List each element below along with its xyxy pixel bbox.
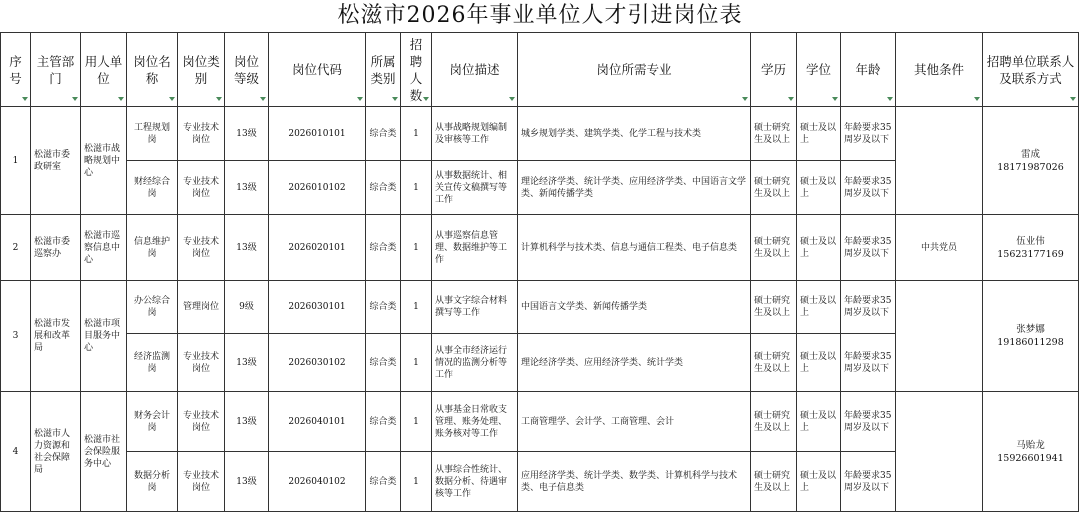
count-cell: 1 [401,107,432,161]
dept-cell: 松滋市发展和改革局 [31,281,81,392]
edu-cell: 硕士研究生及以上 [751,107,797,161]
count-cell: 1 [401,215,432,281]
degree-cell: 硕士及以上 [797,452,841,512]
seq-cell: 4 [1,392,31,512]
unit-cell: 松滋市战略规划中心 [81,107,127,215]
category-cell: 专业技术岗位 [178,452,225,512]
contact-phone: 15623177169 [997,248,1064,260]
seq-cell: 1 [1,107,31,215]
age-cell: 年龄要求35周岁及以下 [841,392,896,452]
major-cell: 计算机科学与技术类、信息与通信工程类、电子信息类 [518,215,751,281]
major-cell: 应用经济学类、统计学类、数学类、计算机科学与技术类、电子信息类 [518,452,751,512]
positions-table [0,32,1079,512]
filter-dropdown-icon[interactable] [392,97,398,101]
unit-cell: 松滋市项目服务中心 [81,281,127,392]
filter-dropdown-icon[interactable] [887,97,893,101]
filter-dropdown-icon[interactable] [169,97,175,101]
col-header-contact[interactable]: 招聘单位联系人及联系方式 [983,33,1079,107]
col-header-count[interactable]: 招聘人数 [401,33,432,107]
col-header-edu[interactable]: 学历 [751,33,797,107]
filter-dropdown-icon[interactable] [216,97,222,101]
filter-dropdown-icon[interactable] [118,97,124,101]
post-cell: 经济监测岗 [127,334,178,392]
desc-cell: 从事综合性统计、数据分析、待遇审核等工作 [432,452,518,512]
dept-cell: 松滋市委政研室 [31,107,81,215]
dept-cell: 松滋市委巡察办 [31,215,81,281]
other-cell [896,281,983,392]
unit-cell: 松滋市巡察信息中心 [81,215,127,281]
age-cell: 年龄要求35周岁及以下 [841,334,896,392]
level-cell: 13级 [225,161,269,215]
col-header-post[interactable]: 岗位名称 [127,33,178,107]
major-cell: 工商管理学、会计学、工商管理、会计 [518,392,751,452]
col-header-seq[interactable]: 序号 [1,33,31,107]
code-cell: 2026030101 [269,281,366,334]
category-cell: 专业技术岗位 [178,161,225,215]
col-header-category[interactable]: 岗位类别 [178,33,225,107]
edu-cell: 硕士研究生及以上 [751,392,797,452]
filter-dropdown-icon[interactable] [742,97,748,101]
contact-name: 马贻龙 [1016,439,1045,451]
level-cell: 13级 [225,452,269,512]
degree-cell: 硕士及以上 [797,392,841,452]
filter-dropdown-icon[interactable] [974,97,980,101]
desc-cell: 从事巡察信息管理、数据维护等工作 [432,215,518,281]
category-cell: 专业技术岗位 [178,334,225,392]
belong-cell: 综合类 [366,281,401,334]
category-cell: 专业技术岗位 [178,215,225,281]
other-cell: 中共党员 [896,215,983,281]
filter-dropdown-icon[interactable] [509,97,515,101]
edu-cell: 硕士研究生及以上 [751,281,797,334]
category-cell: 管理岗位 [178,281,225,334]
count-cell: 1 [401,334,432,392]
code-cell: 2026010102 [269,161,366,215]
major-cell: 中国语言文学类、新闻传播学类 [518,281,751,334]
contact-cell [983,392,1079,512]
level-cell: 13级 [225,215,269,281]
filter-dropdown-icon[interactable] [260,97,266,101]
age-cell: 年龄要求35周岁及以下 [841,452,896,512]
seq-cell: 3 [1,281,31,392]
seq-cell: 2 [1,215,31,281]
post-cell: 工程规划岗 [127,107,178,161]
post-cell: 办公综合岗 [127,281,178,334]
degree-cell: 硕士及以上 [797,281,841,334]
filter-dropdown-icon[interactable] [357,97,363,101]
count-cell: 1 [401,161,432,215]
major-cell: 理论经济学类、统计学类、应用经济学类、中国语言文学类、新闻传播学类 [518,161,751,215]
edu-cell: 硕士研究生及以上 [751,161,797,215]
contact-cell [983,281,1079,392]
post-cell: 信息维护岗 [127,215,178,281]
filter-dropdown-icon[interactable] [72,97,78,101]
contact-phone: 15926601941 [997,452,1064,464]
age-cell: 年龄要求35周岁及以下 [841,215,896,281]
belong-cell: 综合类 [366,215,401,281]
belong-cell: 综合类 [366,107,401,161]
edu-cell: 硕士研究生及以上 [751,334,797,392]
code-cell: 2026040102 [269,452,366,512]
col-header-major[interactable]: 岗位所需专业 [518,33,751,107]
level-cell: 13级 [225,334,269,392]
col-header-desc[interactable]: 岗位描述 [432,33,518,107]
other-cell [896,392,983,512]
code-cell: 2026030102 [269,334,366,392]
level-cell: 9级 [225,281,269,334]
major-cell: 理论经济学类、应用经济学类、统计学类 [518,334,751,392]
category-cell: 专业技术岗位 [178,392,225,452]
count-cell: 1 [401,392,432,452]
desc-cell: 从事数据统计、相关宣传文稿撰写等工作 [432,161,518,215]
contact-cell [983,215,1079,281]
table-row [1,281,1079,334]
col-header-age[interactable]: 年龄 [841,33,896,107]
other-cell [896,107,983,215]
table-row [1,215,1079,281]
col-header-code[interactable]: 岗位代码 [269,33,366,107]
contact-phone: 19186011298 [997,337,1064,348]
code-cell: 2026010101 [269,107,366,161]
edu-cell: 硕士研究生及以上 [751,215,797,281]
major-cell: 城乡规划学类、建筑学类、化学工程与技术类 [518,107,751,161]
contact-phone: 18171987026 [997,161,1064,173]
desc-cell: 从事文字综合材料撰写等工作 [432,281,518,334]
degree-cell: 硕士及以上 [797,334,841,392]
belong-cell: 综合类 [366,452,401,512]
contact-name: 雷成 [1020,148,1040,160]
count-cell: 1 [401,281,432,334]
belong-cell: 综合类 [366,392,401,452]
level-cell: 13级 [225,392,269,452]
page-title: 松滋市2026年事业单位人才引进岗位表 [337,3,743,28]
contact-cell [983,107,1079,215]
degree-cell: 硕士及以上 [797,215,841,281]
filter-dropdown-icon[interactable] [788,97,794,101]
col-header-level[interactable]: 岗位等级 [225,33,269,107]
code-cell: 2026040101 [269,392,366,452]
age-cell: 年龄要求35周岁及以下 [841,281,896,334]
col-header-unit[interactable]: 用人单位 [81,33,127,107]
contact-name: 伍业伟 [1016,235,1045,247]
table-row [1,392,1079,452]
col-header-degree[interactable]: 学位 [797,33,841,107]
degree-cell: 硕士及以上 [797,107,841,161]
dept-cell: 松滋市人力资源和社会保障局 [31,392,81,512]
edu-cell: 硕士研究生及以上 [751,452,797,512]
filter-dropdown-icon[interactable] [1070,97,1076,101]
degree-cell: 硕士及以上 [797,161,841,215]
filter-dropdown-icon[interactable] [22,97,28,101]
desc-cell: 从事全市经济运行情况的监测分析等工作 [432,334,518,392]
contact-name: 张梦娜 [1016,324,1045,335]
unit-cell: 松滋市社会保险服务中心 [81,392,127,512]
count-cell: 1 [401,452,432,512]
belong-cell: 综合类 [366,334,401,392]
desc-cell: 从事战略规划编制及审核等工作 [432,107,518,161]
desc-cell: 从事基金日常收支管理、账务处理、账务核对等工作 [432,392,518,452]
age-cell: 年龄要求35周岁及以下 [841,107,896,161]
level-cell: 13级 [225,107,269,161]
post-cell: 财经综合岗 [127,161,178,215]
category-cell: 专业技术岗位 [178,107,225,161]
post-cell: 数据分析岗 [127,452,178,512]
code-cell: 2026020101 [269,215,366,281]
belong-cell: 综合类 [366,161,401,215]
filter-dropdown-icon[interactable] [832,97,838,101]
col-header-belong[interactable]: 所属类别 [366,33,401,107]
col-header-other[interactable]: 其他条件 [896,33,983,107]
table-row [1,107,1079,161]
filter-dropdown-icon[interactable] [423,97,429,101]
age-cell: 年龄要求35周岁及以下 [841,161,896,215]
col-header-dept[interactable]: 主管部门 [31,33,81,107]
post-cell: 财务会计岗 [127,392,178,452]
